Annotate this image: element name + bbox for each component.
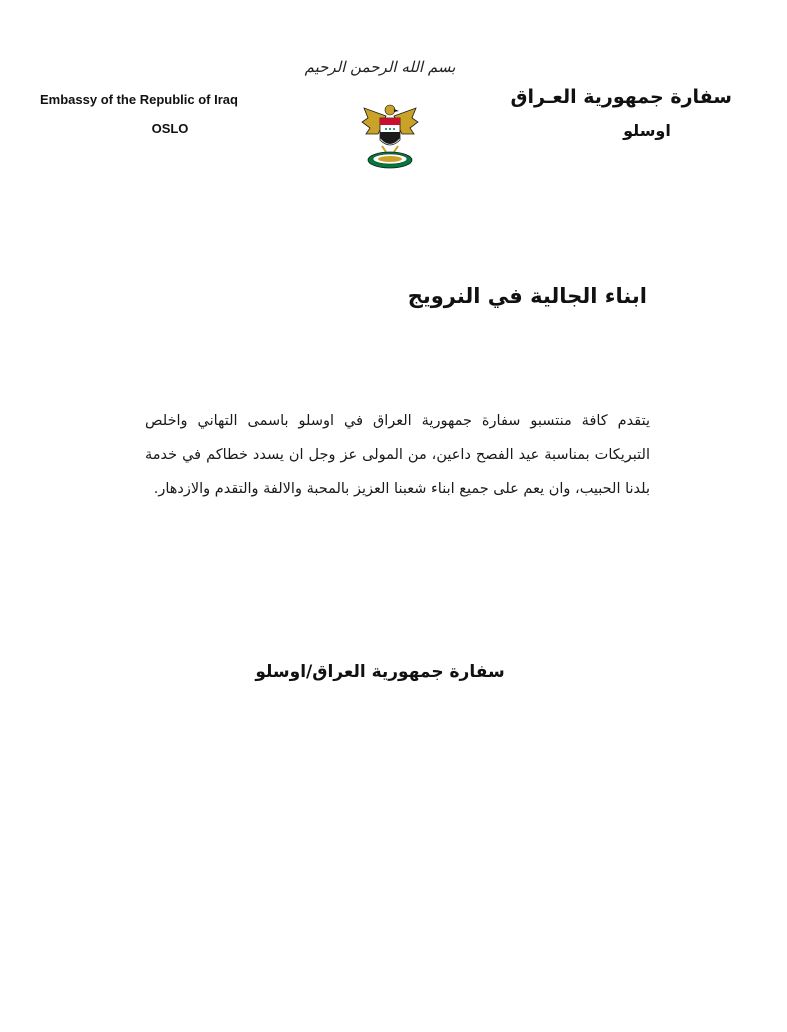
embassy-name-english: Embassy of the Republic of Iraq — [40, 92, 238, 107]
embassy-city-english: OSLO — [151, 121, 189, 136]
letter-heading: ابناء الجالية في النرويج — [407, 284, 647, 308]
letter-body: يتقدم كافة منتسبو سفارة جمهورية العراق في اوسلو باسمى التهاني واخلص التبريكات بمناسبة عيد الفصح داعين، من المولى عز وجل ان يسدد خطاكم في خدمة بلدنا الحبيب، وان يعم على جميع ابناء شعبنا العزيز بالمحبة والالفة والتقدم والازدهار. — [145, 413, 650, 497]
embassy-city-arabic: اوسلو — [623, 121, 671, 140]
iraq-eagle-coat-of-arms-icon — [360, 100, 420, 172]
letter-signature: سفارة جمهورية العراق/اوسلو — [255, 662, 505, 682]
basmala-calligraphy: بسم الله الرحمن الرحيم — [304, 58, 456, 76]
embassy-name-arabic: سفارة جمهورية العـراق — [510, 86, 732, 108]
